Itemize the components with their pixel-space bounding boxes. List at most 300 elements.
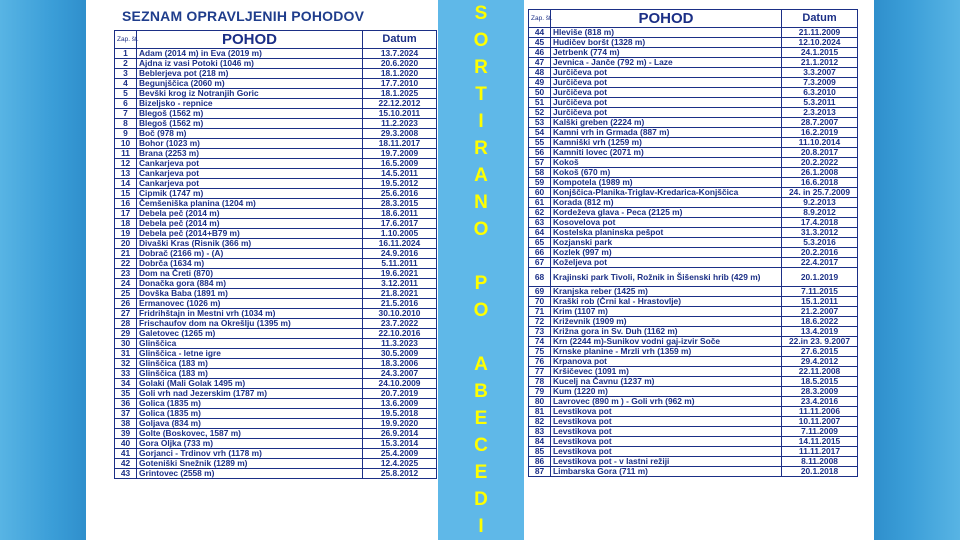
- hike-name: Glinščica (183 m): [137, 359, 363, 369]
- table-row: [529, 158, 858, 168]
- hike-date: 13.6.2009: [363, 399, 437, 409]
- row-number: 51: [529, 98, 551, 108]
- hike-name: Kordeževa glava - Peca (2125 m): [551, 208, 782, 218]
- table-row: [115, 439, 437, 449]
- table-row: [529, 68, 858, 78]
- header-zap: Zap. št.: [529, 10, 551, 28]
- table-row: [529, 457, 858, 467]
- hike-name: Levstikova pot: [551, 427, 782, 437]
- row-number: 16: [115, 199, 137, 209]
- vertical-letter: O: [473, 30, 489, 51]
- vertical-letter: S: [474, 3, 488, 24]
- hike-date: 11.10.2014: [782, 138, 858, 148]
- row-number: 44: [529, 28, 551, 38]
- hike-date: 15.1.2011: [782, 297, 858, 307]
- hike-name: Cankarjeva pot: [137, 169, 363, 179]
- table-row: [529, 397, 858, 407]
- hike-name: Glinščica - letne igre: [137, 349, 363, 359]
- hike-name: Golica (1835 m): [137, 399, 363, 409]
- row-number: 87: [529, 467, 551, 477]
- hike-name: Jurčičeva pot: [551, 78, 782, 88]
- hike-name: Blegoš (1562 m): [137, 119, 363, 129]
- header-pohod: POHOD: [137, 31, 363, 49]
- row-number: 35: [115, 389, 137, 399]
- row-number: 7: [115, 109, 137, 119]
- hike-date: 18.6.2011: [363, 209, 437, 219]
- table-row: [115, 129, 437, 139]
- row-number: 72: [529, 317, 551, 327]
- row-number: 59: [529, 178, 551, 188]
- hike-date: 21.1.2012: [782, 58, 858, 68]
- table-row: [115, 99, 437, 109]
- table-row: [529, 258, 858, 268]
- hike-name: Hudičev boršt (1328 m): [551, 38, 782, 48]
- table-row: [529, 48, 858, 58]
- hike-date: 25.6.2016: [363, 189, 437, 199]
- hike-name: Kraški rob (Črni kal - Hrastovlje): [551, 297, 782, 307]
- hike-name: Križevnik (1909 m): [551, 317, 782, 327]
- hike-date: 27.6.2015: [782, 347, 858, 357]
- hike-date: 20.2.2016: [782, 248, 858, 258]
- hike-date: 21.8.2021: [363, 289, 437, 299]
- row-number: 49: [529, 78, 551, 88]
- vertical-letter: O: [473, 300, 489, 321]
- row-number: 31: [115, 349, 137, 359]
- row-number: 30: [115, 339, 137, 349]
- table-row: [115, 389, 437, 399]
- vertical-letter: B: [474, 381, 488, 402]
- hike-name: Dobrča (1634 m): [137, 259, 363, 269]
- vertical-letter: E: [474, 408, 488, 429]
- row-number: 37: [115, 409, 137, 419]
- hike-name: Dom na Čreti (870): [137, 269, 363, 279]
- hike-name: Kozjanski park: [551, 238, 782, 248]
- hike-date: 5.3.2011: [782, 98, 858, 108]
- row-number: 63: [529, 218, 551, 228]
- hike-name: Donačka gora (884 m): [137, 279, 363, 289]
- hike-date: 14.11.2015: [782, 437, 858, 447]
- table-row: [115, 469, 437, 479]
- hike-name: Čemšeniška planina (1204 m): [137, 199, 363, 209]
- hike-name: Kum (1220 m): [551, 387, 782, 397]
- hike-date: 28.3.2009: [782, 387, 858, 397]
- row-number: 39: [115, 429, 137, 439]
- left-side-bar: [0, 0, 86, 540]
- hike-name: Bohor (1023 m): [137, 139, 363, 149]
- hike-name: Debela peč (2014+B79 m): [137, 229, 363, 239]
- vertical-sorted-caption: [438, 4, 524, 536]
- hike-name: Ajdna iz vasi Potoki (1046 m): [137, 59, 363, 69]
- row-number: 34: [115, 379, 137, 389]
- row-number: 5: [115, 89, 137, 99]
- row-number: 66: [529, 248, 551, 258]
- row-number: 40: [115, 439, 137, 449]
- table-row: [529, 88, 858, 98]
- hike-name: Koželjeva pot: [551, 258, 782, 268]
- row-number: 54: [529, 128, 551, 138]
- table-row: [115, 399, 437, 409]
- row-number: 10: [115, 139, 137, 149]
- table-row: [529, 208, 858, 218]
- hike-name: Beblerjeva pot (218 m): [137, 69, 363, 79]
- hike-date: 19.9.2020: [363, 419, 437, 429]
- hike-date: 25.8.2012: [363, 469, 437, 479]
- row-number: 19: [115, 229, 137, 239]
- hike-date: 30.5.2009: [363, 349, 437, 359]
- row-number: 69: [529, 287, 551, 297]
- hike-name: Kranjska reber (1425 m): [551, 287, 782, 297]
- table-row: [529, 118, 858, 128]
- hike-date: 24.3.2007: [363, 369, 437, 379]
- row-number: 75: [529, 347, 551, 357]
- hike-name: Kalški greben (2224 m): [551, 118, 782, 128]
- hike-name: Brana (2253 m): [137, 149, 363, 159]
- hike-name: Hlevišе (818 m): [551, 28, 782, 38]
- hike-name: Frischaufov dom na Okrešlju (1395 m): [137, 319, 363, 329]
- row-number: 56: [529, 148, 551, 158]
- hike-name: Kosovelova pot: [551, 218, 782, 228]
- hike-name: Levstikova pot: [551, 407, 782, 417]
- row-number: 14: [115, 179, 137, 189]
- hike-date: 22.4.2017: [782, 258, 858, 268]
- hike-name: Jurčičeva pot: [551, 98, 782, 108]
- hike-name: Kokoš (670 m): [551, 168, 782, 178]
- row-number: 70: [529, 297, 551, 307]
- row-number: 1: [115, 49, 137, 59]
- row-number: 41: [115, 449, 137, 459]
- hike-name: Glinščica: [137, 339, 363, 349]
- row-number: 67: [529, 258, 551, 268]
- table-row: [529, 38, 858, 48]
- hike-name: Konjščica-Planika-Triglav-Kredarica-Konjščica: [551, 188, 782, 198]
- hike-name: Levstikova pot: [551, 417, 782, 427]
- table-row: [115, 179, 437, 189]
- hike-name: Kršičevec (1091 m): [551, 367, 782, 377]
- hike-name: Krim (1107 m): [551, 307, 782, 317]
- hike-name: Cankarjeva pot: [137, 179, 363, 189]
- hike-date: 9.2.2013: [782, 198, 858, 208]
- row-number: 8: [115, 119, 137, 129]
- hike-date: 19.7.2009: [363, 149, 437, 159]
- table-row: [529, 337, 858, 347]
- hike-date: 11.11.2006: [782, 407, 858, 417]
- row-number: 45: [529, 38, 551, 48]
- table-row: [115, 349, 437, 359]
- hike-name: Limbarska Gora (711 m): [551, 467, 782, 477]
- hike-name: Jetrbenk (774 m): [551, 48, 782, 58]
- header-datum: Datum: [782, 10, 858, 28]
- hike-date: 28.7.2007: [782, 118, 858, 128]
- table-row: [529, 28, 858, 38]
- row-number: 55: [529, 138, 551, 148]
- row-number: 77: [529, 367, 551, 377]
- table-row: [115, 139, 437, 149]
- table-row: [115, 309, 437, 319]
- table-row: [529, 248, 858, 258]
- row-number: 36: [115, 399, 137, 409]
- table-row: [529, 148, 858, 158]
- hike-date: 23.4.2016: [782, 397, 858, 407]
- row-number: 73: [529, 327, 551, 337]
- table-row: [115, 279, 437, 289]
- hike-date: 11.3.2023: [363, 339, 437, 349]
- hike-date: 5.11.2011: [363, 259, 437, 269]
- hike-name: Levstikova pot: [551, 447, 782, 457]
- vertical-letter: O: [473, 219, 489, 240]
- hike-name: Fridrihštajn in Mestni vrh (1034 m): [137, 309, 363, 319]
- hike-name: Kamniški vrh (1259 m): [551, 138, 782, 148]
- table-row: [529, 347, 858, 357]
- table-row: [529, 367, 858, 377]
- hike-date: 21.5.2016: [363, 299, 437, 309]
- hike-date: 22.11.2008: [782, 367, 858, 377]
- table-row: [115, 289, 437, 299]
- table-header-row: [115, 31, 437, 49]
- hike-date: 8.11.2008: [782, 457, 858, 467]
- hike-date: 7.11.2015: [782, 287, 858, 297]
- hikes-table-left: [114, 30, 437, 479]
- hike-date: 24.9.2016: [363, 249, 437, 259]
- table-row: [529, 387, 858, 397]
- hike-name: Cankarjeva pot: [137, 159, 363, 169]
- table-row: [115, 109, 437, 119]
- hike-name: Levstikova pot: [551, 437, 782, 447]
- hike-name: Galetovec (1265 m): [137, 329, 363, 339]
- row-number: 86: [529, 457, 551, 467]
- table-row: [529, 307, 858, 317]
- hike-name: Debela peč (2014 m): [137, 209, 363, 219]
- hike-date: 15.10.2011: [363, 109, 437, 119]
- hike-name: Korada (812 m): [551, 198, 782, 208]
- hike-date: 18.1.2025: [363, 89, 437, 99]
- row-number: 29: [115, 329, 137, 339]
- row-number: 84: [529, 437, 551, 447]
- hike-name: Gora Oljka (733 m): [137, 439, 363, 449]
- hike-date: 18.11.2017: [363, 139, 437, 149]
- table-row: [115, 229, 437, 239]
- hike-date: 6.3.2010: [782, 88, 858, 98]
- hike-date: 16.2.2019: [782, 128, 858, 138]
- row-number: 46: [529, 48, 551, 58]
- hike-date: 1.10.2005: [363, 229, 437, 239]
- hike-date: 24.10.2009: [363, 379, 437, 389]
- table-row: [529, 317, 858, 327]
- hike-date: 16.6.2018: [782, 178, 858, 188]
- hike-date: 3.3.2007: [782, 68, 858, 78]
- table-row: [529, 78, 858, 88]
- hike-name: Kostelska planinska pešpot: [551, 228, 782, 238]
- row-number: 18: [115, 219, 137, 229]
- vertical-letter: R: [474, 138, 488, 159]
- hike-name: Jurčičeva pot: [551, 108, 782, 118]
- table-row: [529, 268, 858, 287]
- row-number: 23: [115, 269, 137, 279]
- hike-name: Levstikova pot - v lastni režiji: [551, 457, 782, 467]
- row-number: 60: [529, 188, 551, 198]
- hike-date: 2.3.2013: [782, 108, 858, 118]
- row-number: 58: [529, 168, 551, 178]
- table-row: [529, 437, 858, 447]
- hike-date: 10.11.2007: [782, 417, 858, 427]
- hike-date: 22.10.2016: [363, 329, 437, 339]
- table-row: [115, 449, 437, 459]
- vertical-letter: A: [474, 354, 488, 375]
- hike-date: 20.1.2019: [782, 268, 858, 287]
- table-row: [115, 209, 437, 219]
- hike-date: 23.7.2022: [363, 319, 437, 329]
- hike-name: Goli vrh nad Jezerskim (1787 m): [137, 389, 363, 399]
- row-number: 61: [529, 198, 551, 208]
- row-number: 27: [115, 309, 137, 319]
- hike-name: Krnske planine - Mrzli vrh (1359 m): [551, 347, 782, 357]
- row-number: 47: [529, 58, 551, 68]
- hike-name: Goteniški Snežnik (1289 m): [137, 459, 363, 469]
- row-number: 65: [529, 238, 551, 248]
- table-row: [115, 409, 437, 419]
- row-number: 22: [115, 259, 137, 269]
- table-row: [529, 138, 858, 148]
- vertical-letter: N: [474, 192, 488, 213]
- table-row: [115, 149, 437, 159]
- hike-date: 21.2.2007: [782, 307, 858, 317]
- row-number: 76: [529, 357, 551, 367]
- hike-date: 22.12.2012: [363, 99, 437, 109]
- table-row: [529, 228, 858, 238]
- hike-date: 15.3.2014: [363, 439, 437, 449]
- row-number: 21: [115, 249, 137, 259]
- row-number: 57: [529, 158, 551, 168]
- hike-name: Krn (2244 m)-Sunikov vodni gaj-izvir Soče: [551, 337, 782, 347]
- vertical-letter: D: [474, 489, 488, 510]
- hike-date: 20.8.2017: [782, 148, 858, 158]
- table-row: [529, 98, 858, 108]
- hike-name: Adam (2014 m) in Eva (2019 m): [137, 49, 363, 59]
- hike-date: 19.6.2021: [363, 269, 437, 279]
- table-row: [115, 359, 437, 369]
- hike-date: 12.4.2025: [363, 459, 437, 469]
- header-datum: Datum: [363, 31, 437, 49]
- hike-date: 18.3.2006: [363, 359, 437, 369]
- hike-date: 7.3.2009: [782, 78, 858, 88]
- row-number: 83: [529, 427, 551, 437]
- table-row: [115, 159, 437, 169]
- table-row: [115, 89, 437, 99]
- hike-date: 28.3.2015: [363, 199, 437, 209]
- table-row: [529, 168, 858, 178]
- row-number: 42: [115, 459, 137, 469]
- hike-date: 17.7.2010: [363, 79, 437, 89]
- hike-name: Jurčičeva pot: [551, 68, 782, 78]
- row-number: 71: [529, 307, 551, 317]
- table-row: [529, 287, 858, 297]
- table-row: [529, 297, 858, 307]
- hike-name: Kokoš: [551, 158, 782, 168]
- row-number: 3: [115, 69, 137, 79]
- table-row: [115, 189, 437, 199]
- table-header-row: [529, 10, 858, 28]
- hike-date: 19.5.2012: [363, 179, 437, 189]
- table-row: [115, 269, 437, 279]
- hike-date: 24. in 25.7.2009: [782, 188, 858, 198]
- hike-date: 3.12.2011: [363, 279, 437, 289]
- hike-date: 5.3.2016: [782, 238, 858, 248]
- hike-date: 31.3.2012: [782, 228, 858, 238]
- table-row: [115, 249, 437, 259]
- row-number: 17: [115, 209, 137, 219]
- vertical-letter: R: [474, 57, 488, 78]
- vertical-letter: E: [474, 462, 488, 483]
- hike-name: Krpanova pot: [551, 357, 782, 367]
- hike-name: Jurčičeva pot: [551, 88, 782, 98]
- page-title: SEZNAM OPRAVLJENIH POHODOV: [122, 8, 365, 24]
- hike-name: Goljava (834 m): [137, 419, 363, 429]
- table-row: [529, 198, 858, 208]
- row-number: 12: [115, 159, 137, 169]
- table-row: [115, 419, 437, 429]
- table-row: [529, 238, 858, 248]
- hike-date: 16.11.2024: [363, 239, 437, 249]
- row-number: 82: [529, 417, 551, 427]
- hike-name: Križna gora in Sv. Duh (1162 m): [551, 327, 782, 337]
- row-number: 78: [529, 377, 551, 387]
- table-row: [115, 379, 437, 389]
- table-row: [529, 407, 858, 417]
- table-row: [115, 49, 437, 59]
- hike-date: 7.11.2009: [782, 427, 858, 437]
- hike-date: 24.1.2015: [782, 48, 858, 58]
- hike-name: Kompotela (1989 m): [551, 178, 782, 188]
- hike-name: Ermanovec (1026 m): [137, 299, 363, 309]
- row-number: 79: [529, 387, 551, 397]
- row-number: 15: [115, 189, 137, 199]
- hike-date: 11.11.2017: [782, 447, 858, 457]
- row-number: 2: [115, 59, 137, 69]
- hike-name: Dobrač (2166 m) - (A): [137, 249, 363, 259]
- hike-date: 29.4.2012: [782, 357, 858, 367]
- table-row: [529, 327, 858, 337]
- table-row: [115, 369, 437, 379]
- table-row: [529, 357, 858, 367]
- table-row: [529, 377, 858, 387]
- row-number: 32: [115, 359, 137, 369]
- header-zap: Zap. št.: [115, 31, 137, 49]
- hikes-table-right: [528, 9, 858, 477]
- hike-date: 14.5.2011: [363, 169, 437, 179]
- vertical-letter: A: [474, 165, 488, 186]
- hike-name: Begunjščica (2060 m): [137, 79, 363, 89]
- hike-name: Boč (978 m): [137, 129, 363, 139]
- row-number: 25: [115, 289, 137, 299]
- row-number: 13: [115, 169, 137, 179]
- hike-date: 13.7.2024: [363, 49, 437, 59]
- hike-name: Jevnica - Janče (792 m) - Laze: [551, 58, 782, 68]
- hike-date: 12.10.2024: [782, 38, 858, 48]
- row-number: 24: [115, 279, 137, 289]
- hike-date: 29.3.2008: [363, 129, 437, 139]
- vertical-letter: I: [478, 516, 484, 537]
- row-number: 62: [529, 208, 551, 218]
- hike-name: Glinščica (183 m): [137, 369, 363, 379]
- hike-date: 18.1.2020: [363, 69, 437, 79]
- vertical-letter: C: [474, 435, 488, 456]
- table-row: [529, 467, 858, 477]
- hike-name: Kozlek (997 m): [551, 248, 782, 258]
- row-number: 6: [115, 99, 137, 109]
- hike-date: 20.6.2020: [363, 59, 437, 69]
- hike-date: 30.10.2010: [363, 309, 437, 319]
- row-number: 38: [115, 419, 137, 429]
- table-row: [529, 178, 858, 188]
